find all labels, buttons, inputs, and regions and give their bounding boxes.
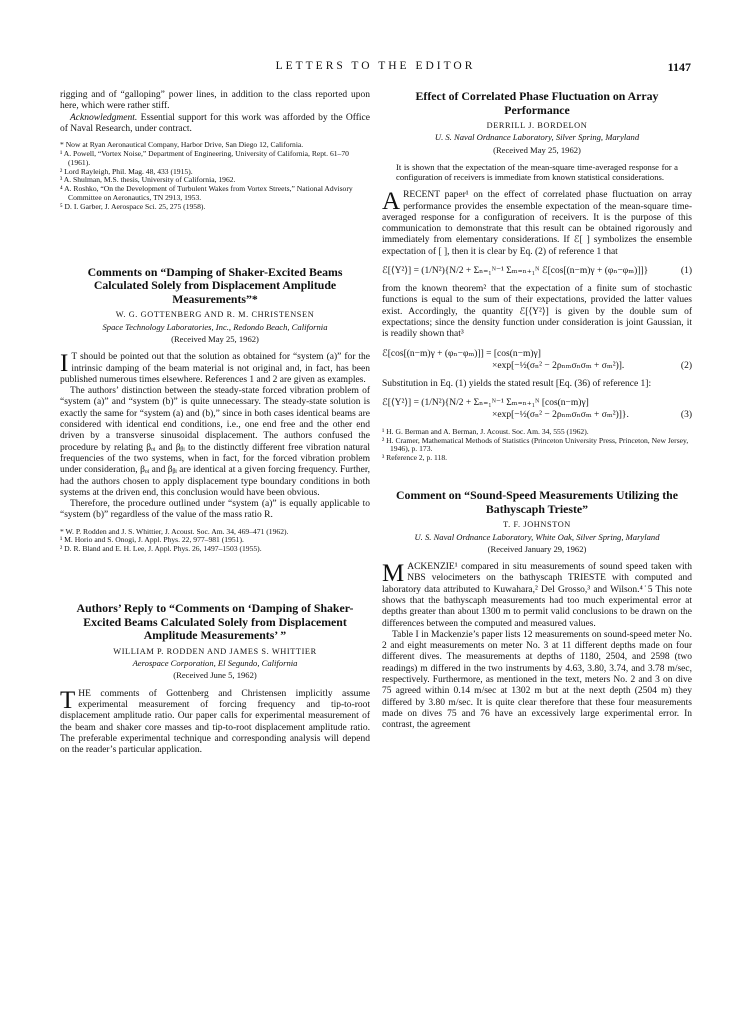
footnote: ¹ A. Powell, “Vortex Noise,” Department of Engineering, University of California, Rept. 61–70 (1961). <box>60 148 349 167</box>
article-title: Comment on “Sound-Speed Measurements Utilizing the Bathyscaph Trieste” <box>396 488 678 516</box>
page-number: 1147 <box>667 60 691 74</box>
article-received: (Received May 25, 1962) <box>493 144 581 155</box>
article-affiliation: Aerospace Corporation, El Segundo, California <box>132 658 298 669</box>
article-authors: WILLIAM P. RODDEN AND JAMES S. WHITTIER <box>113 646 317 656</box>
article-gottenberg <box>60 266 370 555</box>
footnote: ² D. R. Bland and E. H. Lee, J. Appl. Phys. 26, 1497–1503 (1955). <box>60 544 262 554</box>
drop-cap: M <box>382 560 405 588</box>
body-paragraph: The authors’ distinction between the steady-state forced vibration problem of “system (a)” and “system (b)” is quite unnecessary. The steady-state solution is exactly the same for “system (a) and (b),” since in both cases identical beams are considered with identical end conditions, i.e., one end free and the other end driven by a transverse sinusoidal displacement. The authors confused the procedure by relating βₒᵢ and βᵦᵢ to the distinctly different free vibration natural frequencies of the two systems, when in fact, for the forced vibration problem under consideration, βₒᵢ and βᵦᵢ are identical at a given forcing frequency. Further, had the authors chosen to apply displacement type boundary conditions in both systems at the driven end, this conclusion would have been obvious. <box>60 386 370 498</box>
article-affiliation: Space Technology Laboratories, Inc., Redondo Beach, California <box>102 321 328 332</box>
article-title: Comments on “Damping of Shaker-Excited Beams Calculated Solely from Displacement Amplitude Measurements”* <box>87 264 343 306</box>
acknowledgment-paragraph <box>60 113 370 136</box>
article-authors: W. G. GOTTENBERG AND R. M. CHRISTENSEN <box>115 310 315 320</box>
article-title: Authors’ Reply to “Comments on ‘Damping of Shaker-Excited Beams Calculated Solely from Displacement Amplitude Measurements’ ” <box>76 601 354 643</box>
body-paragraph: A RECENT paper¹ on the effect of correlated phase fluctuation on array performance provides the ensemble expectation of the mean-square time-averaged response for a configuration of receivers. It is the purpose of this communication to demonstrate that this result can be obtained rigorously and immediately from elementary considerations. If ℰ[ ] symbolizes the ensemble expectation of [ ], then it is clear by Eq. (2) of reference 1 that <box>382 188 692 257</box>
left-column <box>60 90 370 757</box>
acknowledgment-text: Essential support for this work was afforded by the Office of Naval Research, under contract. <box>60 112 370 134</box>
footnotes-top <box>60 141 370 211</box>
article-authors: DERRILL J. BORDELON <box>486 121 588 131</box>
footnote: ³ A. Shulman, M.S. thesis, University of California, 1962. <box>60 175 236 185</box>
footnote: ⁴ A. Roshko, “On the Development of Turbulent Wakes from Vortex Streets,” National Advisory Committee on Aeronautics, TN 2913, 1953. <box>60 184 353 202</box>
footnote: ² Lord Rayleigh, Phil. Mag. 48, 433 (1915). <box>60 166 193 176</box>
drop-cap: I <box>60 350 69 378</box>
article-affiliation: U. S. Naval Ordnance Laboratory, Silver Spring, Maryland <box>434 132 640 143</box>
footnote: ⁵ D. I. Garber, J. Aerospace Sci. 25, 275 (1958). <box>60 201 206 211</box>
right-column <box>382 90 692 732</box>
footnote: ³ Reference 2, p. 118. <box>382 453 448 463</box>
equation-3: ℰ[⟨Y²⟩] = (1/N²){N/2 + Σₙ₌₁ᴺ⁻¹ Σₘ₌ₙ₊₁ᴺ [cos(n−m)γ] ×exp[−½(σₙ² − 2ρₙₘσₙσₘ + σₘ²)]}. (3) <box>382 397 692 420</box>
drop-cap: A <box>382 188 401 216</box>
article-received: (Received June 5, 1962) <box>173 670 257 681</box>
footnote: ¹ M. Horio and S. Onogi, J. Appl. Phys. 22, 977–981 (1951). <box>60 535 244 545</box>
footnote: * W. P. Rodden and J. S. Whittier, J. Acoust. Soc. Am. 34, 469–471 (1962). <box>60 526 289 536</box>
article-johnston <box>382 489 692 732</box>
running-header <box>60 60 691 76</box>
article-received: (Received May 25, 1962) <box>171 333 259 344</box>
article-received: (Received January 29, 1962) <box>487 543 587 554</box>
body-paragraph: THE comments of Gottenberg and Christensen implicitly assume experimental measurement of forcing frequency and tip-to-root displacement amplitude ratio. Our paper calls for experimental measurement of the beam and shaker core masses and tip-to-root displacement amplitude ratio. The preferable experimental technique and corresponding analysis will depend on the reader’s particular application. <box>60 686 370 756</box>
article-affiliation: U. S. Naval Ordnance Laboratory, White Oak, Silver Spring, Maryland <box>414 531 660 542</box>
equation-number: (1) <box>680 266 692 277</box>
equation-1: ℰ[⟨Y²⟩] = (1/N²){N/2 + Σₙ₌₁ᴺ⁻¹ Σₘ₌ₙ₊₁ᴺ ℰ[cos[(n−m)γ + (φₙ−φₘ)]]} (1) <box>382 266 692 277</box>
article-footnotes <box>382 428 692 463</box>
article-footnotes <box>60 528 370 554</box>
running-title: LETTERS TO THE EDITOR <box>275 60 476 72</box>
equation-2: ℰ[cos[(n−m)γ + (φₙ−φₘ)]] = [cos(n−m)γ] ×exp[−½(σₙ² − 2ρₙₘσₙσₘ + σₘ²)]. (2) <box>382 348 692 371</box>
article-authors: T. F. JOHNSTON <box>503 520 571 530</box>
article-bordelon <box>382 90 692 463</box>
drop-cap: T <box>60 686 76 714</box>
body-paragraph: Substitution in Eq. (1) yields the stated result [Eq. (36) of reference 1]: <box>382 378 652 389</box>
article-title: Effect of Correlated Phase Fluctuation on Array Performance <box>415 89 659 117</box>
body-paragraph: from the known theorem² that the expectation of a finite sum of stochastic functions is equal to the sum of their expectations, provided the latter values exist. Accordingly, the quantity ℰ[⟨Y²⟩] is given by the double sum of expectations; since the density function under consideration is joint Gaussian, it is readily shown that³ <box>382 284 692 340</box>
body-paragraph: Therefore, the procedure outlined under “system (a)” is equally applicable to “system (b)” regardless of the value of the mass ratio R. <box>60 499 370 521</box>
acknowledgment-label: Acknowledgment. <box>70 112 138 123</box>
equation-number: (3) <box>680 409 692 420</box>
body-paragraph: Table I in Mackenzie’s paper lists 12 measurements on sound-speed meter No. 2 and eight measurements on meter No. 3 at 11 different depths made on four different dives. The measurements at depths of 1180, 2504, and 2598 (two readings) m differed in the two instruments by 4.63, 3.80, 3.74, and 3.78 m/sec, respectively. Furthermore, as mentioned in the text, meters No. 2 and 3 on dive 75 agreed within 0.14 m/sec at 1302 m but at the next depth (2504 m) they differed by 3.80 m/sec. It is quite clear therefore that these four measurements made on dives 75 and 76 have an excessively large experimental error. In contrast, the agreement <box>382 629 692 731</box>
article-rodden-reply <box>60 602 370 756</box>
footnote: ² H. Cramer, Mathematical Methods of Statistics (Princeton University Press, Princeton, New Jersey, 1946), p. 173. <box>382 435 689 454</box>
body-paragraph: I T should be pointed out that the solution as obtained for “system (a)” for the intrinsic damping of the beam material is not original and, in fact, has been published numerous times elsewhere. References 1 and 2 are given as examples. <box>60 350 370 385</box>
footnote: ¹ H. G. Berman and A. Berman, J. Acoust. Soc. Am. 34, 555 (1962). <box>382 426 589 436</box>
equation-number: (2) <box>680 360 692 371</box>
article-abstract: It is shown that the expectation of the mean-square time-averaged response for a configuration of receivers is immediate from known statistical considerations. <box>396 162 678 182</box>
continued-paragraph: rigging and of “galloping” power lines, in addition to the class reported upon here, which were rather stiff. <box>60 90 370 112</box>
footnote: * Now at Ryan Aeronautical Company, Harbor Drive, San Diego 12, California. <box>60 140 304 150</box>
body-paragraph: MACKENZIE¹ compared in situ measurements of sound speed taken with NBS velocimeters on the bathyscaph TRIESTE with computed and laboratory data attributed to Kuwahara,² Del Grosso,³ and Wilson.⁴˙5 This note shows that the bathyscaph measurements had too much experimental error at depths greater than about 1300 m to permit valid conclusions to be drawn on the differences between the computed and measured values. <box>382 560 692 629</box>
